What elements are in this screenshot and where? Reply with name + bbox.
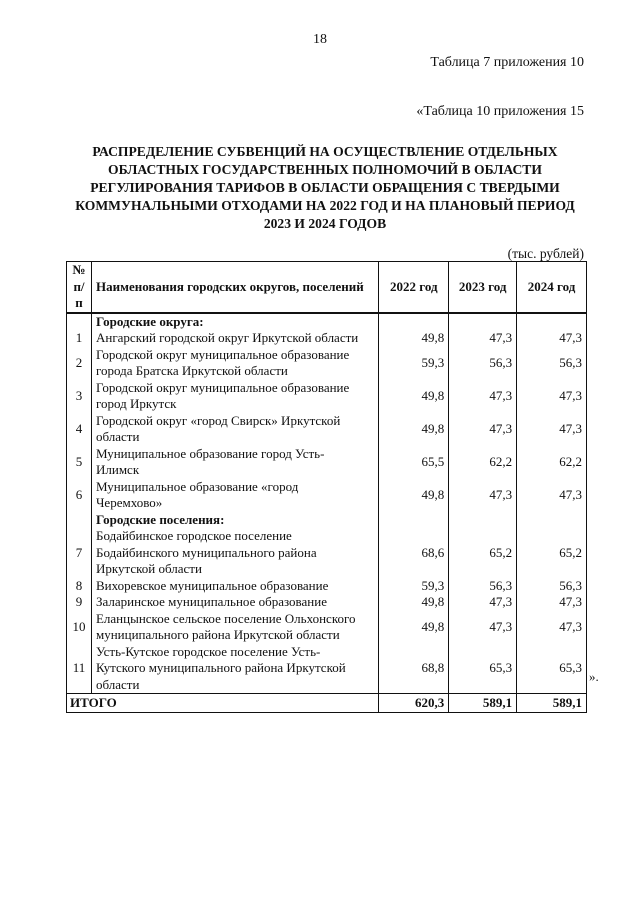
municipality-name	[91, 611, 378, 644]
value-2024: 47,3	[517, 413, 587, 446]
municipality-name	[91, 594, 378, 611]
table-row	[67, 479, 587, 512]
name-line: Бодайбинского муниципального района	[95, 544, 317, 560]
municipality-name	[91, 528, 378, 578]
value-2022: 49,8	[379, 611, 449, 644]
value-2022: 49,8	[379, 380, 449, 413]
header-2024: 2024 год	[517, 262, 587, 313]
name-line: Усть-Кутское городское поселение Усть-	[95, 643, 321, 659]
name-line: Кутского муниципального района Иркутской	[95, 660, 346, 675]
value-2023: 56,3	[449, 578, 517, 595]
total-2022: 620,3	[379, 694, 449, 713]
name-line: Муниципальное образование «город	[95, 478, 299, 494]
name-line: Городской округ «город Свирск» Иркутской	[95, 412, 341, 428]
name-line: Еланцынское сельское поселение Ольхонского	[95, 610, 356, 626]
municipality-name	[91, 446, 378, 479]
value-2024: 47,3	[517, 479, 587, 512]
value-2024: 56,3	[517, 347, 587, 380]
name-line: Черемхово»	[95, 495, 163, 510]
name-line: области	[95, 429, 140, 444]
name-line: Городской округ муниципальное образование	[95, 379, 350, 395]
row-number: 1	[67, 330, 92, 347]
value-2022: 49,8	[379, 479, 449, 512]
empty-cell	[449, 313, 517, 331]
municipality-name	[91, 644, 378, 694]
total-2023: 589,1	[449, 694, 517, 713]
value-2022: 59,3	[379, 347, 449, 380]
value-2024: 56,3	[517, 578, 587, 595]
name-line: муниципального района Иркутской области	[95, 627, 340, 642]
value-2024: 47,3	[517, 594, 587, 611]
municipality-name	[91, 330, 378, 347]
value-2024: 47,3	[517, 330, 587, 347]
value-2022: 49,8	[379, 594, 449, 611]
empty-cell	[517, 313, 587, 331]
row-number: 7	[67, 528, 92, 578]
value-2024: 65,3	[517, 644, 587, 694]
name-line: области	[95, 676, 140, 692]
name-line: Вихоревское муниципальное образование	[95, 577, 329, 593]
section-row	[67, 512, 587, 529]
name-line: Заларинское муниципальное образование	[95, 594, 327, 609]
row-number: 10	[67, 611, 92, 644]
title-line: ОБЛАСТНЫХ ГОСУДАРСТВЕННЫХ ПОЛНОМОЧИЙ В ОБЛАСТИ	[108, 162, 542, 177]
title-line: КОММУНАЛЬНЫМИ ОТХОДАМИ НА 2022 ГОД И НА ПЛАНОВЫЙ ПЕРИОД	[75, 198, 575, 213]
title-line: РАСПРЕДЕЛЕНИЕ СУБВЕНЦИЙ НА ОСУЩЕСТВЛЕНИЕ ОТДЕЛЬНЫХ	[92, 144, 558, 159]
row-number: 2	[67, 347, 92, 380]
table-reference: Таблица 7 приложения 10	[430, 55, 584, 70]
value-2023: 56,3	[449, 347, 517, 380]
table-row	[67, 347, 587, 380]
value-2023: 65,2	[449, 528, 517, 578]
value-2022: 68,6	[379, 528, 449, 578]
name-line: Иркутской области	[95, 561, 202, 576]
header-num	[67, 262, 92, 313]
value-2024: 47,3	[517, 380, 587, 413]
value-2023: 47,3	[449, 413, 517, 446]
row-number: 6	[67, 479, 92, 512]
value-2022: 49,8	[379, 413, 449, 446]
name-line: города Братска Иркутской области	[95, 363, 288, 378]
name-line: Илимск	[95, 462, 140, 477]
row-number: 3	[67, 380, 92, 413]
units-label: (тыс. рублей)	[507, 246, 584, 261]
empty-cell	[379, 313, 449, 331]
total-row	[67, 694, 587, 713]
section-row	[67, 313, 587, 331]
table-row	[67, 594, 587, 611]
name-line: Муниципальное образование город Усть-	[95, 445, 325, 461]
value-2023: 47,3	[449, 611, 517, 644]
subsidy-table	[66, 261, 587, 713]
table-row	[67, 380, 587, 413]
value-2022: 49,8	[379, 330, 449, 347]
table-row	[67, 330, 587, 347]
section-heading: Городские поселения:	[91, 512, 378, 529]
row-number: 9	[67, 594, 92, 611]
row-number: 11	[67, 644, 92, 694]
table-body	[67, 313, 587, 694]
page-number: 18	[313, 32, 327, 47]
value-2023: 47,3	[449, 479, 517, 512]
name-line: Городской округ муниципальное образование	[95, 346, 350, 362]
header-num-line: п/п	[73, 278, 85, 310]
table-header-row	[67, 262, 587, 313]
municipality-name	[91, 380, 378, 413]
table-row	[67, 578, 587, 595]
value-2024: 62,2	[517, 446, 587, 479]
municipality-name	[91, 479, 378, 512]
total-label: ИТОГО	[67, 694, 379, 713]
section-num-cell	[67, 313, 92, 331]
header-2022: 2022 год	[379, 262, 449, 313]
value-2022: 68,8	[379, 644, 449, 694]
empty-cell	[379, 512, 449, 529]
value-2023: 47,3	[449, 594, 517, 611]
table-row	[67, 446, 587, 479]
empty-cell	[449, 512, 517, 529]
municipality-name	[91, 413, 378, 446]
section-num-cell	[67, 512, 92, 529]
row-number: 8	[67, 578, 92, 595]
empty-cell	[517, 512, 587, 529]
value-2024: 65,2	[517, 528, 587, 578]
table-row	[67, 528, 587, 578]
value-2022: 65,5	[379, 446, 449, 479]
section-heading: Городские округа:	[91, 313, 378, 331]
name-line: Бодайбинское городское поселение	[95, 528, 292, 543]
row-number: 4	[67, 413, 92, 446]
document-title	[70, 143, 580, 233]
value-2023: 47,3	[449, 380, 517, 413]
title-line: РЕГУЛИРОВАНИЯ ТАРИФОВ В ОБЛАСТИ ОБРАЩЕНИЯ С ТВЕРДЫМИ	[90, 180, 560, 195]
header-name: Наименования городских округов, поселений	[91, 262, 378, 313]
table-row	[67, 611, 587, 644]
value-2023: 47,3	[449, 330, 517, 347]
name-line: Ангарский городской округ Иркутской области	[95, 330, 359, 345]
name-line: город Иркутск	[95, 396, 177, 411]
appendix-reference: «Таблица 10 приложения 15	[416, 104, 584, 119]
closing-quote: ».	[589, 669, 599, 684]
value-2023: 65,3	[449, 644, 517, 694]
table-row	[67, 413, 587, 446]
table-row	[67, 644, 587, 694]
municipality-name	[91, 347, 378, 380]
header-num-line: №	[72, 262, 86, 277]
row-number: 5	[67, 446, 92, 479]
value-2023: 62,2	[449, 446, 517, 479]
header-2023: 2023 год	[449, 262, 517, 313]
value-2022: 59,3	[379, 578, 449, 595]
municipality-name	[91, 578, 378, 595]
value-2024: 47,3	[517, 611, 587, 644]
total-2024: 589,1	[517, 694, 587, 713]
title-line: 2023 И 2024 ГОДОВ	[263, 216, 387, 231]
